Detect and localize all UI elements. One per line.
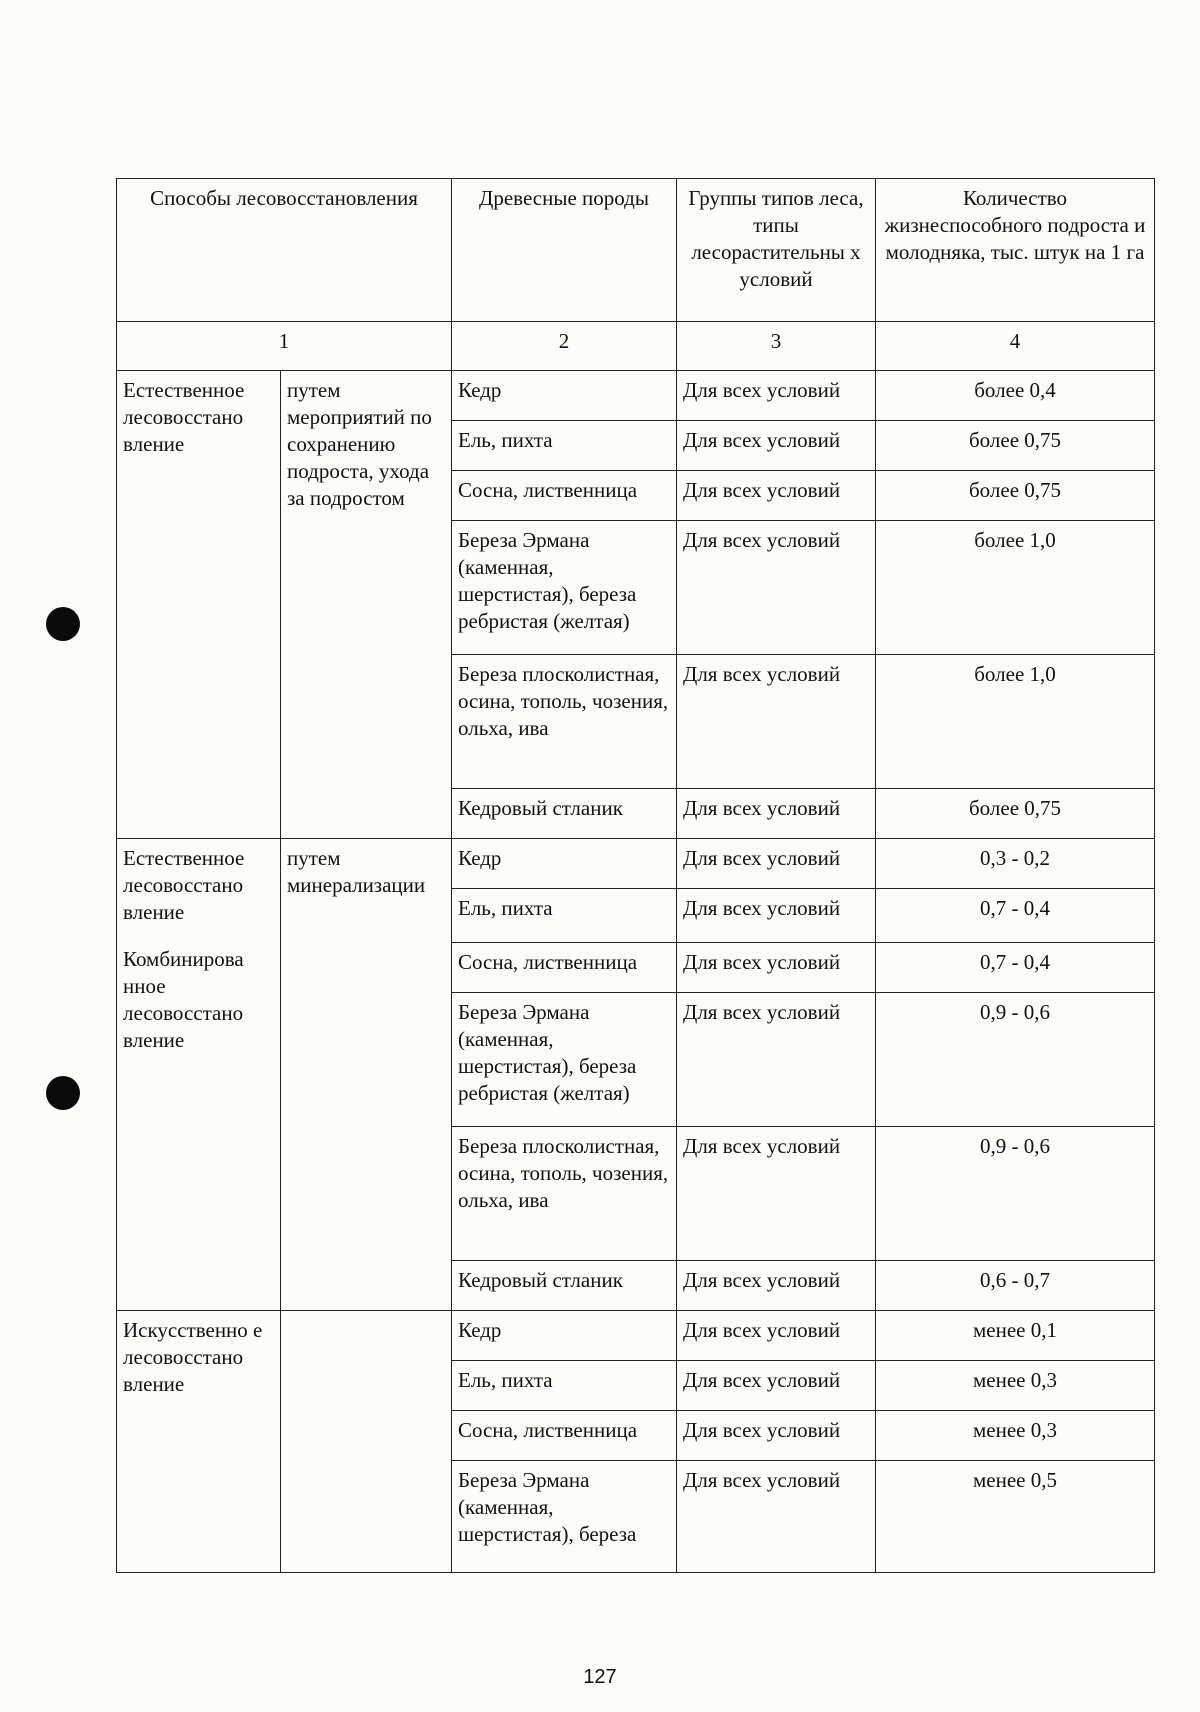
quantity-cell: более 0,4 xyxy=(876,371,1155,421)
conditions-cell: Для всех условий xyxy=(677,943,876,993)
table-row xyxy=(117,839,1155,889)
quantity-cell: 0,7 - 0,4 xyxy=(876,889,1155,943)
header-forest-types: Группы типов леса, типы лесорастительны х условий xyxy=(677,179,876,322)
species-cell: Сосна, лиственница xyxy=(452,1411,677,1461)
conditions-cell: Для всех условий xyxy=(677,889,876,943)
quantity-cell: менее 0,5 xyxy=(876,1461,1155,1573)
quantity-cell: более 0,75 xyxy=(876,421,1155,471)
punch-hole xyxy=(46,1076,80,1110)
column-number-row xyxy=(117,322,1155,371)
quantity-cell: более 1,0 xyxy=(876,655,1155,789)
means-cell: путем минерализации xyxy=(281,839,452,1311)
species-cell: Береза плосколистная, осина, тополь, чозения, ольха, ива xyxy=(452,655,677,789)
quantity-cell: более 0,75 xyxy=(876,471,1155,521)
column-number: 2 xyxy=(452,322,677,371)
species-cell: Кедр xyxy=(452,1311,677,1361)
conditions-cell: Для всех условий xyxy=(677,1127,876,1261)
header-row xyxy=(117,179,1155,322)
species-cell: Береза Эрмана (каменная, шерстистая), береза ребристая (желтая) xyxy=(452,993,677,1127)
header-species: Древесные породы xyxy=(452,179,677,322)
column-number: 1 xyxy=(117,322,452,371)
species-cell: Ель, пихта xyxy=(452,421,677,471)
method-cell xyxy=(117,839,281,1311)
method-cell: Естественное лесовосстано вление xyxy=(117,371,281,839)
species-cell: Береза плосколистная, осина, тополь, чозения, ольха, ива xyxy=(452,1127,677,1261)
conditions-cell: Для всех условий xyxy=(677,789,876,839)
species-cell: Кедр xyxy=(452,371,677,421)
column-number: 4 xyxy=(876,322,1155,371)
species-cell: Сосна, лиственница xyxy=(452,471,677,521)
species-cell: Сосна, лиственница xyxy=(452,943,677,993)
species-cell: Ель, пихта xyxy=(452,1361,677,1411)
quantity-cell: менее 0,1 xyxy=(876,1311,1155,1361)
conditions-cell: Для всех условий xyxy=(677,839,876,889)
species-cell: Кедровый стланик xyxy=(452,789,677,839)
species-cell: Кедровый стланик xyxy=(452,1261,677,1311)
species-cell: Кедр xyxy=(452,839,677,889)
means-cell: путем мероприятий по сохранению подроста, ухода за подростом xyxy=(281,371,452,839)
column-number: 3 xyxy=(677,322,876,371)
conditions-cell: Для всех условий xyxy=(677,521,876,655)
species-cell: Ель, пихта xyxy=(452,889,677,943)
table-row xyxy=(117,1311,1155,1361)
conditions-cell: Для всех условий xyxy=(677,371,876,421)
quantity-cell: менее 0,3 xyxy=(876,1361,1155,1411)
quantity-cell: более 0,75 xyxy=(876,789,1155,839)
table-row xyxy=(117,371,1155,421)
conditions-cell: Для всех условий xyxy=(677,1361,876,1411)
conditions-cell: Для всех условий xyxy=(677,1261,876,1311)
species-cell: Береза Эрмана (каменная, шерстистая), береза xyxy=(452,1461,677,1573)
method-extra-text: Комбинирова нное лесовосстано вление xyxy=(123,947,244,1052)
species-cell: Береза Эрмана (каменная, шерстистая), береза ребристая (желтая) xyxy=(452,521,677,655)
quantity-cell: 0,6 - 0,7 xyxy=(876,1261,1155,1311)
conditions-cell: Для всех условий xyxy=(677,1311,876,1361)
means-cell xyxy=(281,1311,452,1573)
conditions-cell: Для всех условий xyxy=(677,993,876,1127)
quantity-cell: более 1,0 xyxy=(876,521,1155,655)
conditions-cell: Для всех условий xyxy=(677,421,876,471)
conditions-cell: Для всех условий xyxy=(677,471,876,521)
quantity-cell: 0,3 - 0,2 xyxy=(876,839,1155,889)
conditions-cell: Для всех условий xyxy=(677,1461,876,1573)
conditions-cell: Для всех условий xyxy=(677,1411,876,1461)
quantity-cell: менее 0,3 xyxy=(876,1411,1155,1461)
method-cell: Искусственно е лесовосстано вление xyxy=(117,1311,281,1573)
page-number: 127 xyxy=(583,1666,617,1688)
reforestation-table xyxy=(116,178,1155,1573)
method-text: Естественное лесовосстано вление xyxy=(123,846,245,924)
header-quantity: Количество жизнеспособного подроста и молодняка, тыс. штук на 1 га xyxy=(876,179,1155,322)
punch-hole xyxy=(46,607,80,641)
header-methods: Способы лесовосстановления xyxy=(117,179,452,322)
conditions-cell: Для всех условий xyxy=(677,655,876,789)
quantity-cell: 0,9 - 0,6 xyxy=(876,993,1155,1127)
quantity-cell: 0,9 - 0,6 xyxy=(876,1127,1155,1261)
quantity-cell: 0,7 - 0,4 xyxy=(876,943,1155,993)
